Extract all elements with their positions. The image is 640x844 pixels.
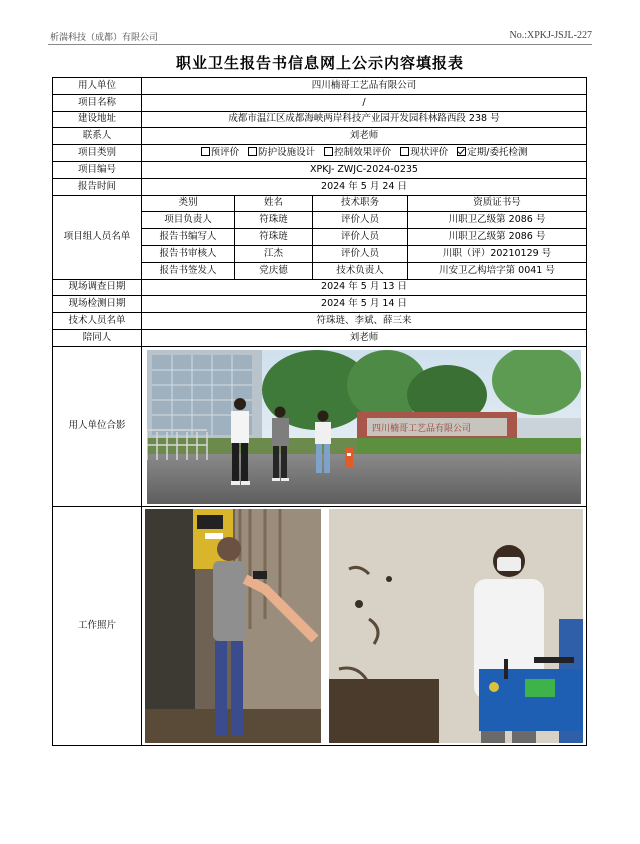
checkbox-icon [201, 147, 210, 156]
team-cell: 评价人员 [313, 229, 408, 246]
table-row [53, 94, 587, 111]
category-option[interactable]: 控制效果评价 [324, 147, 391, 158]
address-label: 建设地址 [53, 111, 142, 128]
escort-label: 陪同人 [53, 329, 142, 346]
table-row [53, 195, 587, 212]
team-cell: 符珠琏 [235, 229, 313, 246]
project-name-value: / [142, 94, 587, 111]
project-no-label: 项目编号 [53, 161, 142, 178]
team-cell: 项目负责人 [142, 212, 235, 229]
contact-value: 刘老师 [142, 128, 587, 145]
team-cell: 评价人员 [313, 245, 408, 262]
team-header: 姓名 [235, 195, 313, 212]
tech-staff-value: 符珠琏、李斌、薛三来 [142, 313, 587, 330]
team-cell: 评价人员 [313, 212, 408, 229]
employer-label: 用人单位 [53, 78, 142, 95]
group-photo [147, 350, 581, 504]
team-cell: 川安卫乙构培字第 0041 号 [408, 262, 587, 279]
work-photo-1 [145, 509, 321, 743]
company-name: 析湍科技（成都）有限公司 [50, 33, 159, 43]
table-row [53, 329, 587, 346]
category-option[interactable]: 预评价 [201, 147, 240, 158]
employer-value: 四川楠哥工艺品有限公司 [142, 78, 587, 95]
table-row [53, 78, 587, 95]
table-row [53, 296, 587, 313]
work-photo-cell [142, 506, 587, 745]
work-photo-2 [329, 509, 583, 743]
category-label: 项目类别 [53, 145, 142, 162]
team-cell: 报告书审核人 [142, 245, 235, 262]
team-cell: 江杰 [235, 245, 313, 262]
info-table [52, 77, 587, 746]
table-row [53, 161, 587, 178]
tech-staff-label: 技术人员名单 [53, 313, 142, 330]
table-row [53, 506, 587, 745]
page-header [48, 30, 592, 45]
survey-date-label: 现场调查日期 [53, 279, 142, 296]
team-cell: 符珠琏 [235, 212, 313, 229]
group-photo-label: 用人单位合影 [53, 346, 142, 506]
project-name-label: 项目名称 [53, 94, 142, 111]
page-title: 职业卫生报告书信息网上公示内容填报表 [175, 54, 464, 72]
table-row [53, 346, 587, 506]
team-header: 技术职务 [313, 195, 408, 212]
survey-date-value: 2024 年 5 月 13 日 [142, 279, 587, 296]
group-photo-cell [142, 346, 587, 506]
project-no-value: XPKJ- ZWJC-2024-0235 [142, 161, 587, 178]
team-header: 资质证书号 [408, 195, 587, 212]
team-cell: 川职（评）20210129 号 [408, 245, 587, 262]
table-row [53, 279, 587, 296]
team-label: 项目组人员名单 [53, 195, 142, 279]
team-cell: 川职卫乙级第 2086 号 [408, 229, 587, 246]
team-header: 类别 [142, 195, 235, 212]
table-row [53, 128, 587, 145]
category-option[interactable]: 现状评价 [400, 147, 448, 158]
test-date-value: 2024 年 5 月 14 日 [142, 296, 587, 313]
work-photo-label: 工作照片 [53, 506, 142, 745]
report-date-label: 报告时间 [53, 178, 142, 195]
contact-label: 联系人 [53, 128, 142, 145]
table-row [53, 111, 587, 128]
team-cell: 党庆德 [235, 262, 313, 279]
escort-value: 刘老师 [142, 329, 587, 346]
checkbox-checked-icon [457, 147, 466, 156]
checkbox-icon [324, 147, 333, 156]
team-cell: 技术负责人 [313, 262, 408, 279]
sign-text: 四川楠哥工艺品有限公司 [372, 424, 472, 435]
table-row [53, 313, 587, 330]
address-value: 成都市温江区成都海峡两岸科技产业园开发园科林路西段 238 号 [142, 111, 587, 128]
team-cell: 报告书编写人 [142, 229, 235, 246]
team-cell: 报告书签发人 [142, 262, 235, 279]
checkbox-icon [248, 147, 257, 156]
report-date-value: 2024 年 5 月 24 日 [142, 178, 587, 195]
table-row [53, 145, 587, 162]
category-option[interactable]: 定期/委托检测 [457, 147, 527, 158]
test-date-label: 现场检测日期 [53, 296, 142, 313]
category-option[interactable]: 防护设施设计 [248, 147, 315, 158]
table-row [53, 178, 587, 195]
document-number: No.:XPKJ-JSJL-227 [509, 30, 592, 41]
team-cell: 川职卫乙级第 2086 号 [408, 212, 587, 229]
category-options [142, 145, 587, 162]
checkbox-icon [400, 147, 409, 156]
